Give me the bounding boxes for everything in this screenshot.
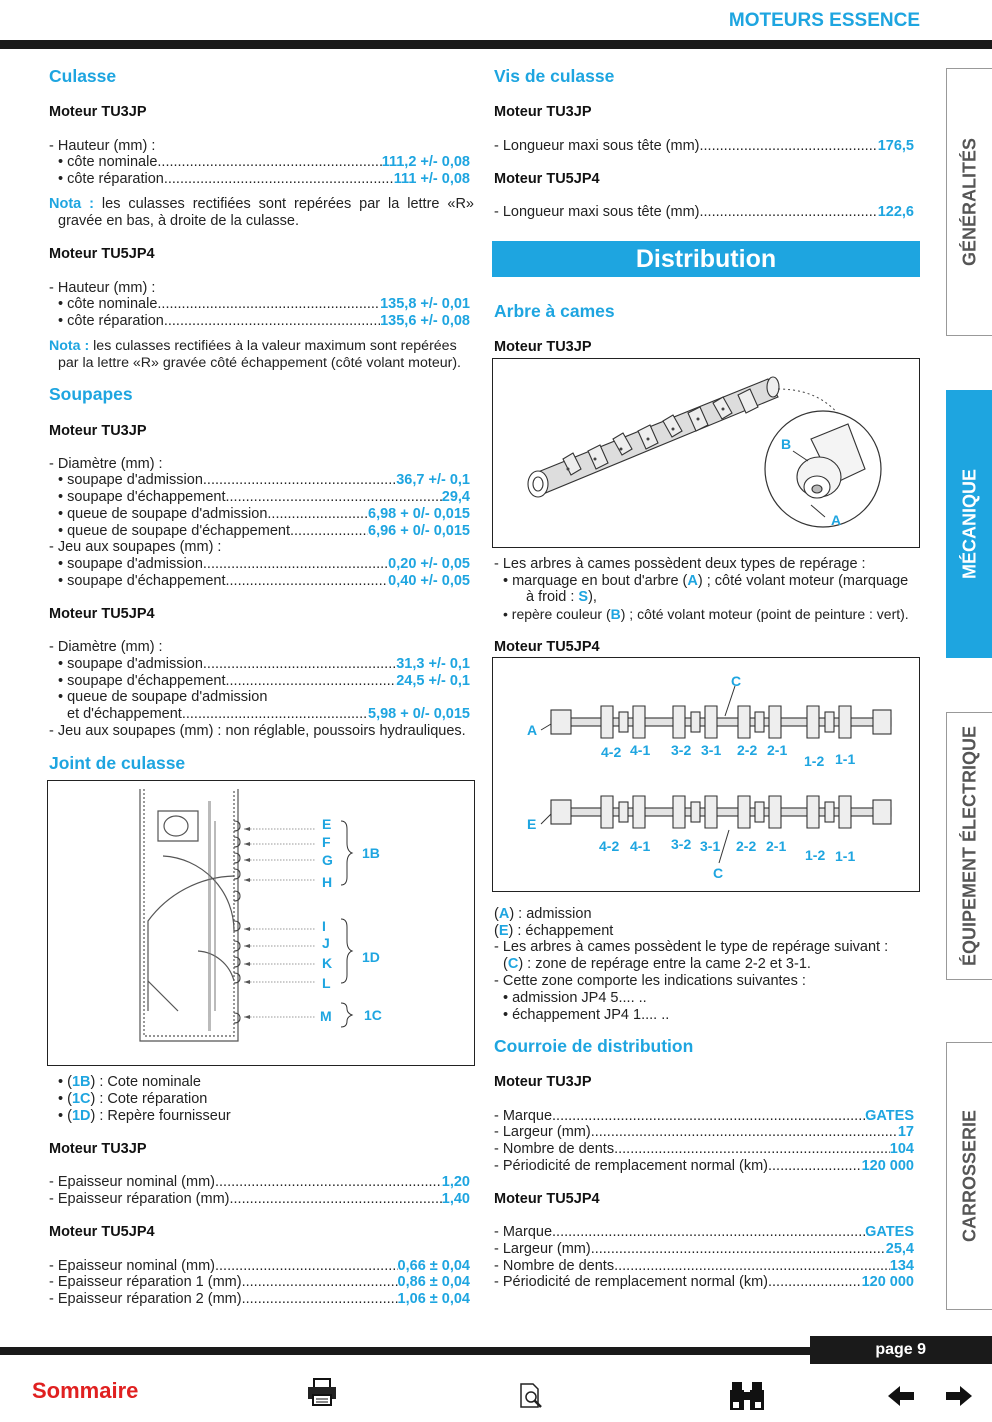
arbre-legend-3: - Les arbres à cames possèdent le type de repérage suivant : bbox=[494, 939, 889, 955]
vis-tu5jp4-row: - Longueur maxi sous tête (mm) ..... 122,6 bbox=[494, 204, 914, 221]
courroie-tu5jp4-row-2: - Nombre de dents ..... 134 bbox=[494, 1258, 914, 1275]
cam-bottom-3-2: 3-2 bbox=[671, 836, 692, 852]
soupapes-tu3jp-jeu-0: • soupape d'admission ..... 0,20 +/- 0,05 bbox=[58, 556, 470, 573]
courroie-tu5jp4-row-1: - Largeur (mm) ..... 25,4 bbox=[494, 1241, 914, 1258]
sommaire-link[interactable]: Sommaire bbox=[32, 1378, 139, 1403]
arbre-tu3jp-title: Moteur TU3JP bbox=[494, 339, 592, 355]
diagram-group-1d: 1D bbox=[362, 949, 380, 965]
joint-legend-2: • (1D) : Repère fournisseur bbox=[58, 1108, 231, 1124]
joint-legend-1: • (1C) : Cote réparation bbox=[58, 1091, 208, 1107]
soupapes-tu5jp4-row-1: • soupape d'échappement ..... 24,5 +/- 0,1 bbox=[58, 673, 470, 690]
soupapes-tu5jp4-title: Moteur TU5JP4 bbox=[49, 606, 155, 622]
cam-top-3-2: 3-2 bbox=[671, 742, 692, 758]
courroie-tu3jp-title: Moteur TU3JP bbox=[494, 1074, 592, 1090]
courroie-tu5jp4-row-0: - Marque ..... GATES bbox=[494, 1224, 914, 1241]
soupapes-tu5jp4-queue: • queue de soupape d'admission bbox=[58, 689, 268, 705]
culasse-tu5jp4-nota: Nota : les culasses rectifiées à la valeur maximum sont repérées par la lettre «R» gravée côté échappement (côté volant moteur). bbox=[49, 338, 461, 371]
joint-tu3jp-row-0: - Epaisseur nominal (mm) ..... 1,20 bbox=[49, 1174, 470, 1191]
courroie-tu3jp-row-2: - Nombre de dents ..... 104 bbox=[494, 1141, 914, 1158]
arbre-legend-6: • admission JP4 5.... .. bbox=[503, 990, 647, 1006]
soupapes-tu3jp-diametre: - Diamètre (mm) : bbox=[49, 456, 163, 472]
top-bar bbox=[0, 40, 992, 49]
vis-tu3jp-title: Moteur TU3JP bbox=[494, 104, 592, 120]
diagram-letter-f: F bbox=[322, 834, 331, 850]
soupapes-tu3jp-row-0: • soupape d'admission ..... 36,7 +/- 0,1 bbox=[58, 472, 470, 489]
printer-icon[interactable] bbox=[306, 1377, 338, 1407]
cam-bottom-2-2: 2-2 bbox=[736, 838, 757, 854]
diagram-group-1b: 1B bbox=[362, 845, 380, 861]
cam-bottom-c: C bbox=[713, 865, 724, 881]
cam-bottom-2-1: 2-1 bbox=[766, 838, 787, 854]
soupapes-tu5jp4-queue-row: et d'échappement ..... 5,98 + 0/- 0,015 bbox=[67, 706, 470, 723]
cam-top-3-1: 3-1 bbox=[701, 742, 722, 758]
cam-top-2-1: 2-1 bbox=[767, 742, 788, 758]
courroie-title: Courroie de distribution bbox=[494, 1036, 694, 1056]
culasse-title: Culasse bbox=[49, 66, 117, 86]
arbre-text-3: à froid : S), bbox=[526, 589, 597, 605]
camshaft-label-a: A bbox=[831, 512, 842, 528]
joint-tu3jp-title: Moteur TU3JP bbox=[49, 1141, 147, 1157]
joint-diagram bbox=[47, 780, 475, 1066]
courroie-tu5jp4-row-3: - Périodicité de remplacement normal (km) ..... 120 000 bbox=[494, 1274, 914, 1291]
culasse-tu5jp4-title: Moteur TU5JP4 bbox=[49, 246, 155, 262]
arbre-title: Arbre à cames bbox=[494, 301, 615, 321]
header-title: MOTEURS ESSENCE bbox=[728, 10, 920, 31]
soupapes-tu3jp-row-2: • queue de soupape d'admission ..... 6,98 + 0/- 0,015 bbox=[58, 506, 470, 523]
binoculars-icon[interactable] bbox=[728, 1380, 766, 1412]
arbre-text-4: • repère couleur (B) ; côté volant moteur (point de peinture : vert). bbox=[503, 606, 909, 622]
arbre-tu5jp4-title: Moteur TU5JP4 bbox=[494, 639, 600, 655]
cam-bottom-1-2: 1-2 bbox=[805, 847, 826, 863]
diagram-letter-l: L bbox=[322, 975, 331, 991]
camshaft-tu3jp-diagram bbox=[492, 358, 920, 548]
distribution-band: Distribution bbox=[492, 241, 920, 277]
culasse-tu3jp-nota: Nota : les culasses rectifiées sont repérées par la lettre «R» gravée en bas, à droite de la culasse. bbox=[49, 196, 474, 229]
joint-tu5jp4-row-2: - Epaisseur réparation 2 (mm) ..... 1,06 ± 0,04 bbox=[49, 1291, 470, 1308]
soupapes-tu5jp4-jeu: - Jeu aux soupapes (mm) : non réglable, poussoirs hydrauliques. bbox=[49, 723, 466, 739]
arbre-text-2: • marquage en bout d'arbre (A) ; côté volant moteur (marquage bbox=[503, 573, 909, 589]
tab-generalites[interactable]: GÉNÉRALITÉS bbox=[946, 68, 992, 336]
diagram-letter-m: M bbox=[320, 1008, 332, 1024]
culasse-tu5jp4-nominale: • côte nominale ..... 135,8 +/- 0,01 bbox=[58, 296, 470, 313]
arbre-legend-c: (C) : zone de repérage entre la came 2-2 et 3-1. bbox=[503, 956, 811, 972]
cam-top-c: C bbox=[731, 673, 742, 689]
diagram-letter-g: G bbox=[322, 852, 333, 868]
arbre-legend-e: (E) : échappement bbox=[494, 923, 614, 939]
joint-tu5jp4-row-0: - Epaisseur nominal (mm) ..... 0,66 ± 0,04 bbox=[49, 1258, 470, 1275]
tab-mecanique[interactable]: MÉCANIQUE bbox=[946, 390, 992, 658]
diagram-group-1c: 1C bbox=[364, 1007, 382, 1023]
cam-top-a: A bbox=[527, 722, 538, 738]
diagram-letter-h: H bbox=[322, 874, 333, 890]
culasse-tu5jp4-reparation: • côte réparation ..... 135,6 +/- 0,08 bbox=[58, 313, 470, 330]
vis-tu3jp-row: - Longueur maxi sous tête (mm) ..... 176,5 bbox=[494, 138, 914, 155]
tab-carrosserie[interactable]: CARROSSERIE bbox=[946, 1042, 992, 1310]
camshaft-drawing bbox=[493, 359, 918, 546]
arrow-right-icon[interactable] bbox=[944, 1384, 974, 1408]
cam-top-1-1: 1-1 bbox=[835, 751, 856, 767]
cam-bottom-e: E bbox=[527, 816, 537, 832]
cam-bottom-4-2: 4-2 bbox=[599, 838, 620, 854]
cam-bottom-3-1: 3-1 bbox=[700, 838, 721, 854]
courroie-tu3jp-row-0: - Marque ..... GATES bbox=[494, 1108, 914, 1125]
cam-top-1-2: 1-2 bbox=[804, 753, 825, 769]
arbre-text-1: - Les arbres à cames possèdent deux types de repérage : bbox=[494, 556, 866, 572]
arbre-legend-a: (A) : admission bbox=[494, 906, 592, 922]
tab-equipement-electrique[interactable]: ÉQUIPEMENT ÉLECTRIQUE bbox=[946, 712, 992, 980]
page-number: page 9 bbox=[810, 1336, 992, 1364]
soupapes-tu3jp-row-1: • soupape d'échappement ..... 29,4 bbox=[58, 489, 470, 506]
diagram-letter-e: E bbox=[322, 816, 332, 832]
soupapes-title: Soupapes bbox=[49, 384, 133, 404]
joint-tu5jp4-row-1: - Epaisseur réparation 1 (mm) ..... 0,86 ± 0,04 bbox=[49, 1274, 470, 1291]
cam-bottom-4-1: 4-1 bbox=[630, 838, 651, 854]
camshafts-drawing bbox=[493, 658, 918, 890]
arbre-legend-7: • échappement JP4 1.... .. bbox=[503, 1007, 670, 1023]
courroie-tu3jp-row-1: - Largeur (mm) ..... 17 bbox=[494, 1124, 914, 1141]
cam-top-4-1: 4-1 bbox=[630, 742, 651, 758]
diagram-letter-k: K bbox=[322, 955, 333, 971]
culasse-tu3jp-title: Moteur TU3JP bbox=[49, 104, 147, 120]
cam-top-4-2: 4-2 bbox=[601, 744, 622, 760]
culasse-tu3jp-nominale: • côte nominale ..... 111,2 +/- 0,08 bbox=[58, 154, 470, 171]
vis-tu5jp4-title: Moteur TU5JP4 bbox=[494, 171, 600, 187]
soupapes-tu5jp4-row-0: • soupape d'admission ..... 31,3 +/- 0,1 bbox=[58, 656, 470, 673]
cylinder-head-gasket-drawing bbox=[48, 781, 473, 1064]
soupapes-tu3jp-jeu-1: • soupape d'échappement ..... 0,40 +/- 0,05 bbox=[58, 573, 470, 590]
culasse-tu3jp-reparation: • côte réparation ..... 111 +/- 0,08 bbox=[58, 171, 470, 188]
soupapes-tu3jp-title: Moteur TU3JP bbox=[49, 423, 147, 439]
camshaft-tu5jp4-diagram bbox=[492, 657, 920, 892]
joint-legend-0: • (1B) : Cote nominale bbox=[58, 1074, 201, 1090]
arbre-legend-5: - Cette zone comporte les indications suivantes : bbox=[494, 973, 806, 989]
courroie-tu5jp4-title: Moteur TU5JP4 bbox=[494, 1191, 600, 1207]
soupapes-tu3jp-row-3: • queue de soupape d'échappement ..... 6,96 + 0/- 0,015 bbox=[58, 523, 470, 540]
diagram-letter-j: J bbox=[322, 935, 330, 951]
soupapes-tu3jp-jeu: - Jeu aux soupapes (mm) : bbox=[49, 539, 222, 555]
soupapes-tu5jp4-diametre: - Diamètre (mm) : bbox=[49, 639, 163, 655]
culasse-tu5jp4-hauteur: - Hauteur (mm) : bbox=[49, 280, 156, 296]
joint-tu3jp-row-1: - Epaisseur réparation (mm) ..... 1,40 bbox=[49, 1191, 470, 1208]
arrow-left-icon[interactable] bbox=[886, 1384, 916, 1408]
cam-top-2-2: 2-2 bbox=[737, 742, 758, 758]
search-page-icon[interactable] bbox=[519, 1382, 545, 1410]
joint-tu5jp4-title: Moteur TU5JP4 bbox=[49, 1224, 155, 1240]
culasse-tu3jp-hauteur: - Hauteur (mm) : bbox=[49, 138, 156, 154]
camshaft-label-b: B bbox=[781, 436, 792, 452]
courroie-tu3jp-row-3: - Périodicité de remplacement normal (km) ..... 120 000 bbox=[494, 1158, 914, 1175]
diagram-letter-i: I bbox=[322, 918, 326, 934]
cam-bottom-1-1: 1-1 bbox=[835, 848, 856, 864]
joint-title: Joint de culasse bbox=[49, 753, 186, 773]
vis-title: Vis de culasse bbox=[494, 66, 615, 86]
